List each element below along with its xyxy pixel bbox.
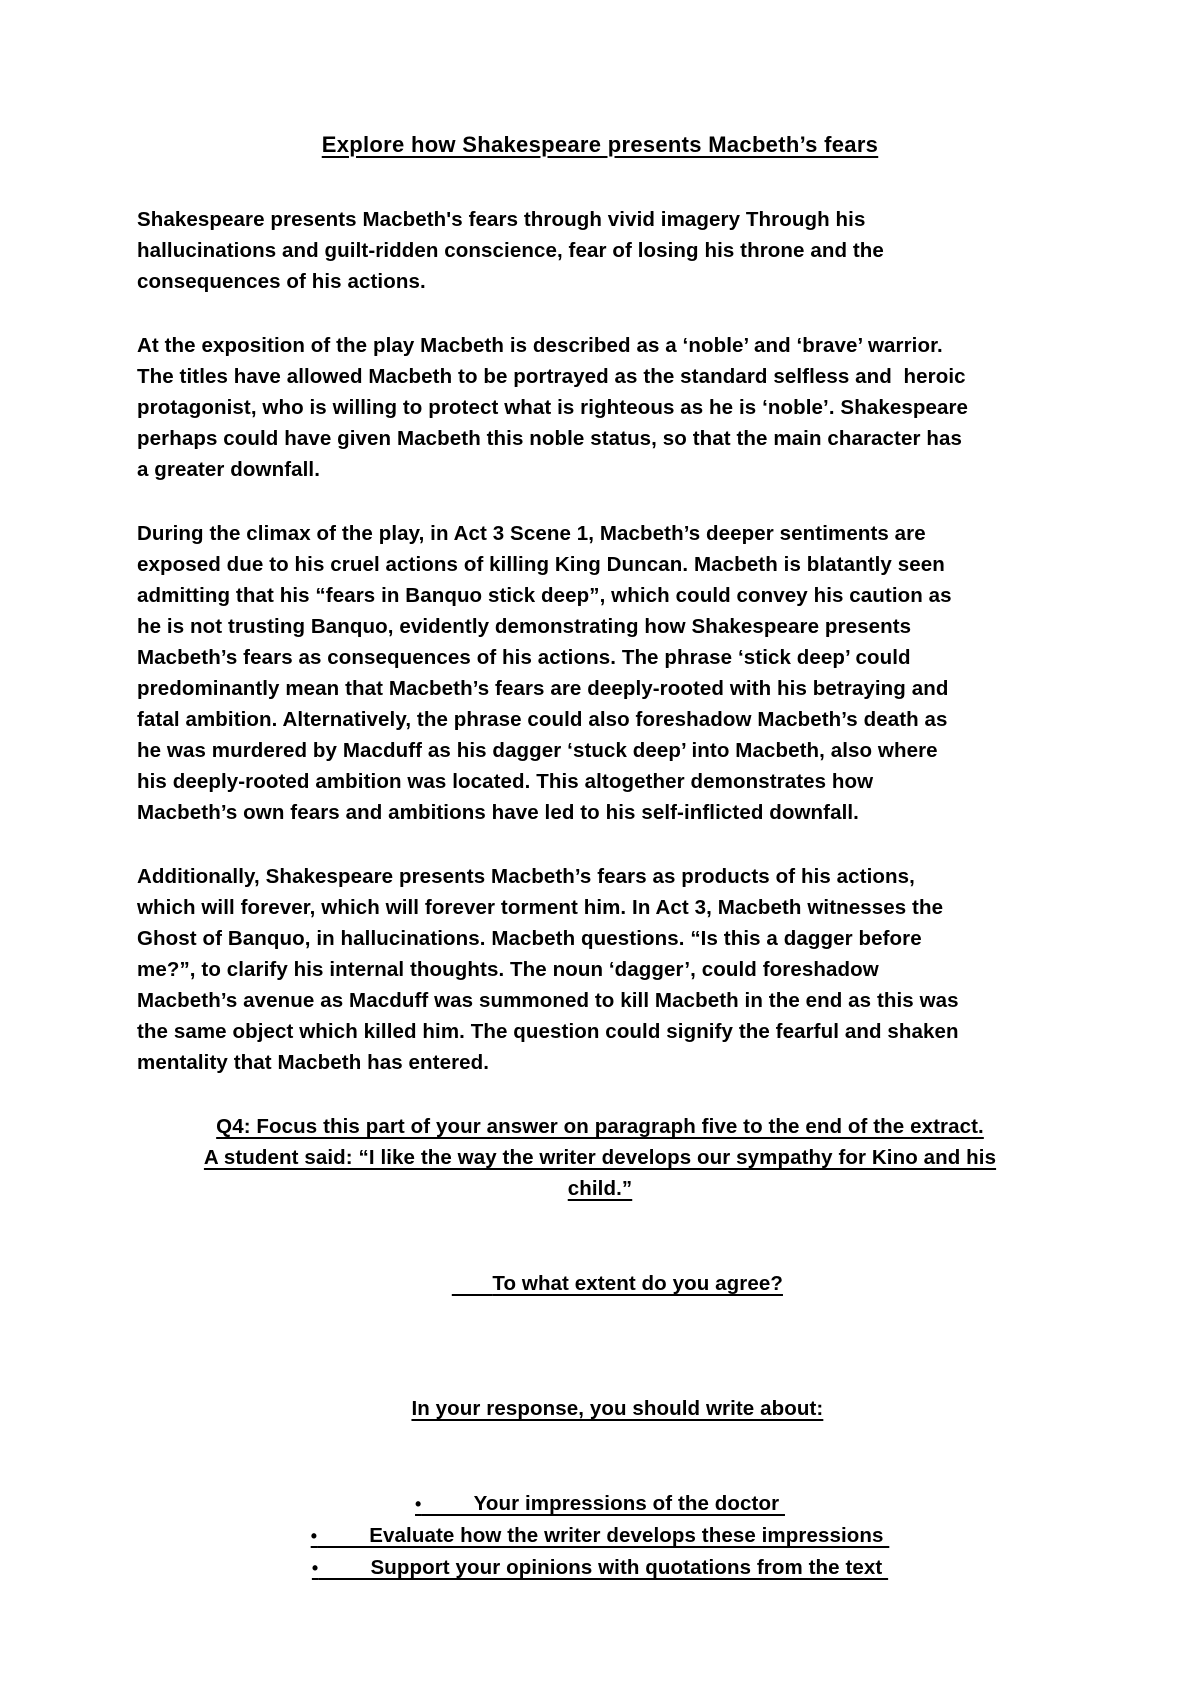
essay-paragraph [137,861,1090,1078]
text-line: mentality that Macbeth has entered. [137,1051,490,1074]
agree-question-text: To what extent do you agree? [492,1272,783,1295]
bullet-icon: • [415,1494,422,1514]
question-prompt-line [0,1142,1200,1173]
essay-paragraph [137,330,1090,485]
text-line: admitting that his “fears in Banquo stick deep”, which could convey his caution as [137,584,952,607]
text-line: At the exposition of the play Macbeth is described as a ‘noble’ and ‘brave’ warrior. [137,334,943,357]
text-line: Macbeth’s fears as consequences of his actions. The phrase ‘stick deep’ could [137,646,911,669]
bullet-text: Your impressions of the doctor [421,1492,785,1515]
question-section [0,1111,1200,1584]
text-line: The titles have allowed Macbeth to be portrayed as the standard selfless and heroic [137,365,966,388]
text-line: During the climax of the play, in Act 3 Scene 1, Macbeth’s deeper sentiments are [137,522,926,545]
underline-lead-space [452,1272,493,1295]
text-line: protagonist, who is willing to protect what is righteous as he is ‘noble’. Shakespeare [137,396,969,419]
bullet-item [0,1488,1200,1520]
question-prompt-block [0,1111,1200,1204]
text-line: me?”, to clarify his internal thoughts. The noun ‘dagger’, could foreshadow [137,958,879,981]
text-line: hallucinations and guilt-ridden conscience, fear of losing his throne and the [137,239,884,262]
text-line: predominantly mean that Macbeth’s fears are deeply-rooted with his betraying and [137,677,949,700]
question-prompt-line [0,1111,1200,1142]
bullet-item [0,1552,1200,1584]
bullet-text: Evaluate how the writer develops these impressions [317,1524,890,1547]
text-line: Additionally, Shakespeare presents Macbeth’s fears as products of his actions, [137,865,915,888]
text-line: which will forever, which will forever torment him. In Act 3, Macbeth witnesses the [137,896,944,919]
agree-question-line [0,1237,1200,1330]
text-line: Macbeth’s own fears and ambitions have led to his self-inflicted downfall. [137,801,859,824]
text-line: a greater downfall. [137,458,321,481]
text-line: the same object which killed him. The question could signify the fearful and shaken [137,1020,959,1043]
text-line: he is not trusting Banquo, evidently demonstrating how Shakespeare presents [137,615,912,638]
text-line: exposed due to his cruel actions of killing King Duncan. Macbeth is blatantly seen [137,553,945,576]
text-line: Macbeth’s avenue as Macduff was summoned to kill Macbeth in the end as this was [137,989,959,1012]
essay-title [0,131,1200,158]
instruction-line [0,1362,1200,1455]
text-line: perhaps could have given Macbeth this noble status, so that the main character has [137,427,962,450]
essay-title-text: Explore how Shakespeare presents Macbeth’s fears [321,132,879,157]
essay-paragraph [137,204,1090,297]
text-line: fatal ambition. Alternatively, the phrase could also foreshadow Macbeth’s death as [137,708,948,731]
question-prompt-text: A student said: “I like the way the writer develops our sympathy for Kino and his [203,1146,997,1169]
bullet-list [0,1488,1200,1584]
bullet-text: Support your opinions with quotations from the text [318,1556,889,1579]
text-line: Ghost of Banquo, in hallucinations. Macbeth questions. “Is this a dagger before [137,927,922,950]
bullet-icon: • [311,1558,319,1578]
bullet-icon: • [310,1526,318,1546]
essay-paragraph [137,518,1090,828]
question-prompt-text: Q4: Focus this part of your answer on paragraph five to the end of the extract. [216,1115,984,1138]
text-line: his deeply-rooted ambition was located. This altogether demonstrates how [137,770,874,793]
text-line: he was murdered by Macduff as his dagger ‘stuck deep’ into Macbeth, also where [137,739,938,762]
text-line: consequences of his actions. [137,270,426,293]
question-prompt-text: child.” [567,1177,633,1200]
essay-body [137,204,1090,1078]
bullet-item [0,1520,1200,1552]
text-line: Shakespeare presents Macbeth's fears through vivid imagery Through his [137,208,866,231]
instruction-text: In your response, you should write about: [411,1397,824,1420]
question-prompt-line [0,1173,1200,1204]
